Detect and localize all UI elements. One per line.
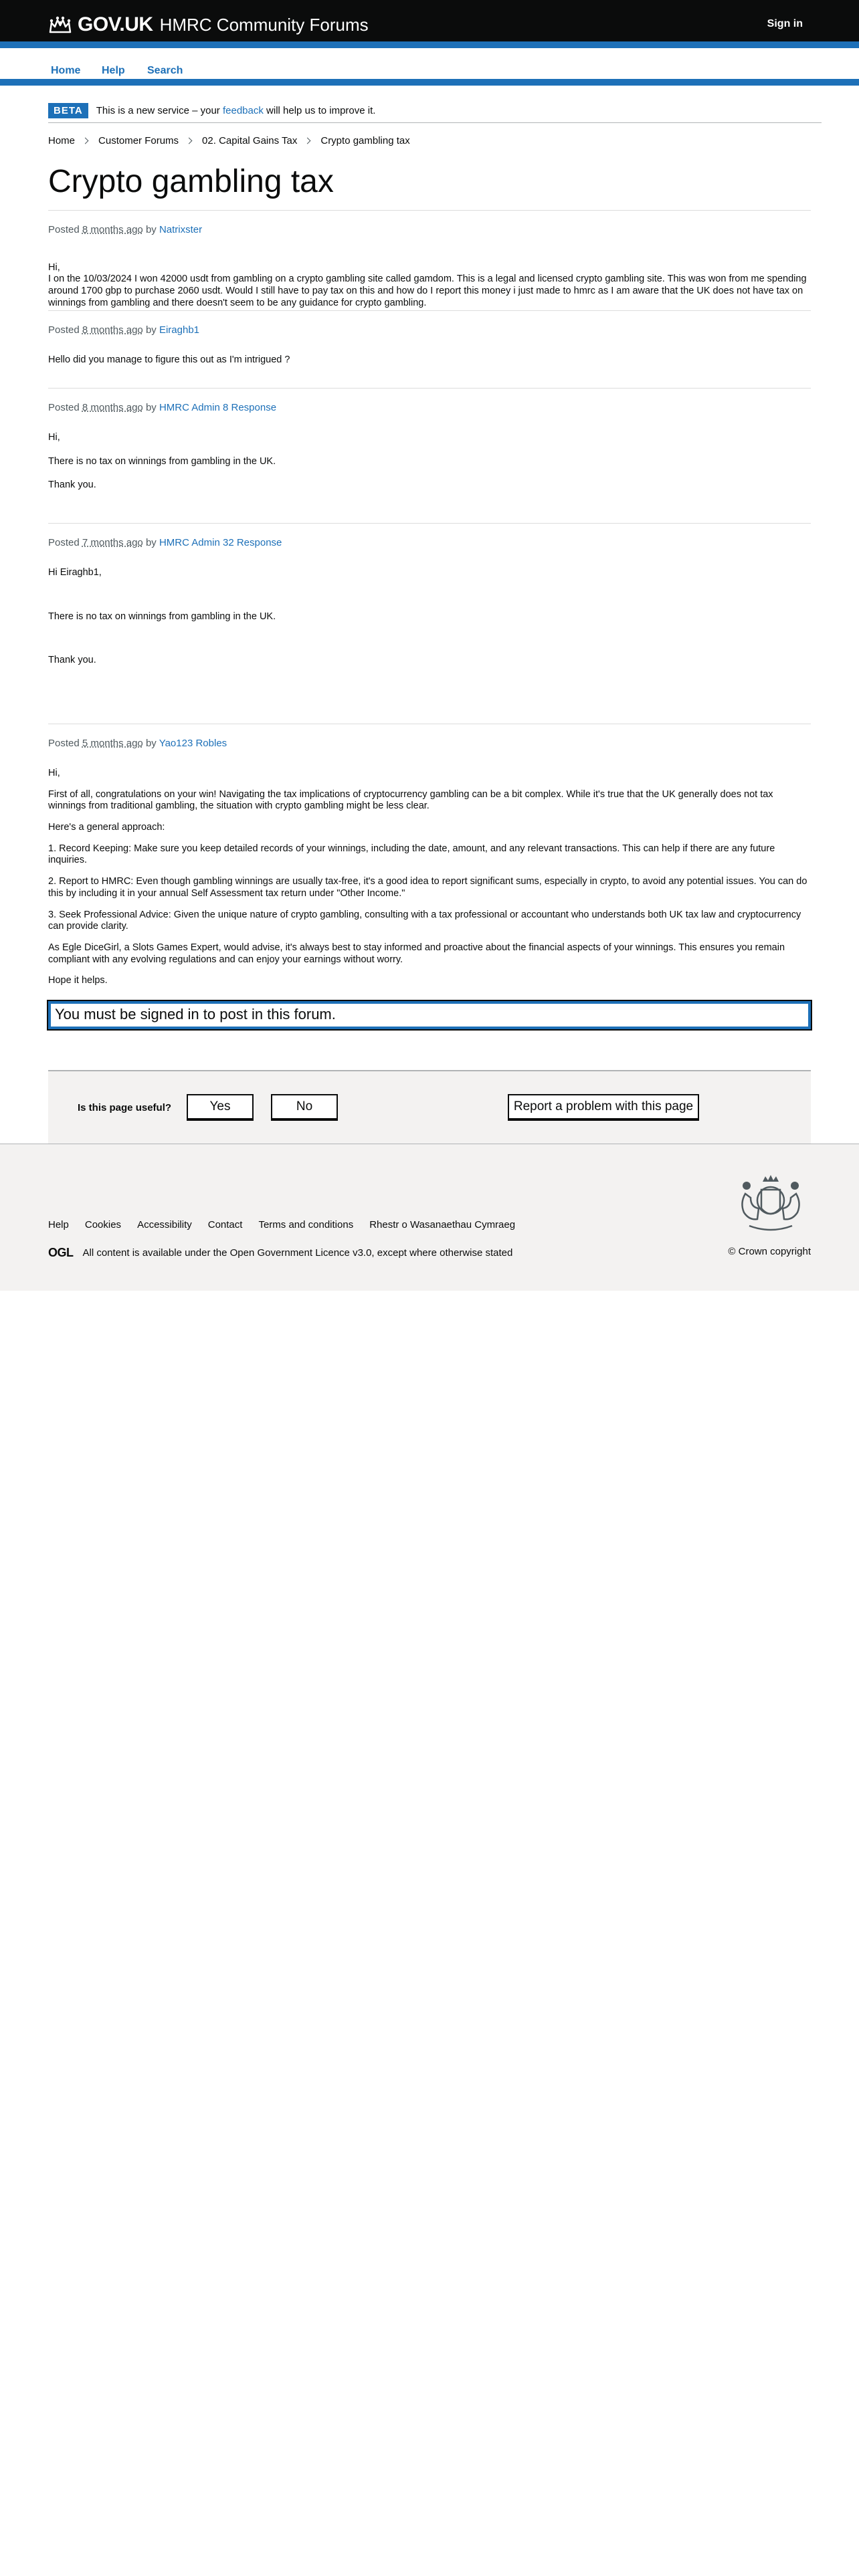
post-paragraph: Here's a general approach: [48, 822, 165, 833]
service-name[interactable]: HMRC Community Forums [159, 14, 369, 35]
footer-link-help[interactable]: Help [48, 1219, 69, 1230]
footer-link-contact[interactable]: Contact [207, 1219, 243, 1230]
footer-links [48, 1219, 531, 1230]
crown-icon [48, 15, 72, 35]
post-paragraph: As Egle DiceGirl, a Slots Games Expert, would advise, it's always best to stay informed and proactive about the financial aspects of your winnings. This ensures you remain compliant with any evolving regulations and can enjoy your earnings without worry. [48, 942, 785, 965]
by-label: by [145, 537, 157, 548]
govuk-logo-text: GOV.UK [78, 13, 153, 35]
forum-post [48, 523, 811, 676]
breadcrumb-capital-gains-tax[interactable]: 02. Capital Gains Tax [202, 135, 298, 146]
post-paragraph: There is no tax on winnings from gambling in the UK. [48, 455, 276, 467]
posted-label: Posted [48, 537, 80, 548]
post-paragraph: Hi Eiraghb1, [48, 567, 102, 578]
signin-required-notice: You must be signed in to post in this forum. [48, 1001, 811, 1029]
post-time: 5 months ago [82, 738, 143, 749]
report-problem-button[interactable]: Report a problem with this page [508, 1094, 699, 1119]
post-paragraph: Thank you. [48, 479, 96, 491]
post-body [48, 768, 811, 987]
post-meta [48, 537, 811, 548]
post-author-link[interactable]: HMRC Admin 32 Response [159, 537, 282, 548]
breadcrumb-customer-forums[interactable]: Customer Forums [98, 135, 179, 146]
post-time: 8 months ago [82, 224, 143, 235]
by-label: by [145, 738, 157, 749]
sign-in-link[interactable]: Sign in [767, 18, 803, 29]
post-meta [48, 324, 811, 336]
royal-coat-of-arms-icon [731, 1170, 811, 1237]
post-meta [48, 224, 811, 235]
phase-banner [48, 99, 822, 123]
posted-label: Posted [48, 224, 80, 235]
page-feedback [48, 1070, 811, 1144]
post-author-link[interactable]: Natrixster [159, 224, 203, 235]
by-label: by [145, 224, 157, 235]
posted-label: Posted [48, 402, 80, 413]
posted-label: Posted [48, 738, 80, 749]
post-paragraph: First of all, congratulations on your win! Navigating the tax implications of cryptocurrency gambling can be a bit complex. While it's true that the UK generally does not tax winnings from traditional gambling, the situation with crypto gambling might be less clear. [48, 788, 773, 812]
nav-home[interactable]: Home [51, 65, 81, 76]
chevron-right-icon [186, 138, 193, 144]
post-paragraph: Hi, [48, 432, 60, 443]
post-time: 8 months ago [82, 402, 143, 413]
post-meta [48, 738, 811, 749]
post-paragraph: There is no tax on winnings from gambling in the UK. [48, 611, 276, 622]
nav-help[interactable]: Help [102, 65, 125, 76]
footer-link-welsh[interactable]: Rhestr o Wasanaethau Cymraeg [369, 1219, 516, 1230]
feedback-no-button[interactable]: No [271, 1094, 338, 1119]
by-label: by [145, 402, 157, 413]
page-title: Crypto gambling tax [48, 164, 334, 199]
beta-text-before: This is a new service – your [96, 105, 220, 116]
post-paragraph: 3. Seek Professional Advice: Given the unique nature of crypto gambling, consulting with a tax professional or accountant who understands both UK tax law and cryptocurrency can provide clarity. [48, 909, 801, 932]
forum-post [48, 724, 811, 996]
post-author-link[interactable]: Yao123 Robles [159, 738, 227, 749]
post-paragraph: Thank you. [48, 655, 96, 666]
nav-search[interactable]: Search [147, 65, 183, 76]
post-time: 8 months ago [82, 324, 143, 336]
post-body [48, 432, 811, 492]
breadcrumb-home[interactable]: Home [48, 135, 76, 146]
chevron-right-icon [82, 138, 89, 144]
post-paragraph: 2. Report to HMRC: Even though gambling winnings are usually tax-free, it's a good idea to report significant sums, especially in crypto, to avoid any potential issues. You can do this by including it in your annual Self Assessment tax return under "Other Income." [48, 876, 807, 899]
post-meta [48, 402, 811, 413]
post-author-link[interactable]: Eiraghb1 [159, 324, 200, 336]
by-label: by [145, 324, 157, 336]
post-time: 7 months ago [82, 537, 143, 548]
post-paragraph: Hi, I on the 10/03/2024 I won 42000 usdt from gambling on a crypto gambling site called gamdom. This is a legal and licensed crypto gambling site. This was won from me spending around 1700 gbp to purchase 2060 usdt. Would I still have to pay tax on this and how do I report this money i just made to hmrc as I am aware that the UK does not have tax on winnings from gambling and there doesn't seem to be any guidance for crypto gambling. [48, 261, 807, 308]
govuk-brand[interactable] [48, 13, 369, 36]
service-navigation [0, 55, 859, 86]
post-paragraph: 1. Record Keeping: Make sure you keep detailed records of your winnings, including the date, amount, and any relevant transactions. This can help if there are any future inquiries. [48, 843, 775, 866]
footer-link-terms[interactable]: Terms and conditions [258, 1219, 354, 1230]
chevron-right-icon [304, 138, 311, 144]
forum-post [48, 310, 811, 376]
breadcrumb-current: Crypto gambling tax [320, 135, 410, 146]
post-paragraph: Hello did you manage to figure this out as I'm intrigued ? [48, 354, 290, 365]
feedback-question: Is this page useful? [78, 1102, 172, 1113]
post-author-link[interactable]: HMRC Admin 8 Response [159, 402, 277, 413]
post-paragraph: Hope it helps. [48, 975, 108, 986]
feedback-yes-button[interactable]: Yes [187, 1094, 254, 1119]
footer-link-cookies[interactable]: Cookies [84, 1219, 122, 1230]
post-paragraph: Hi, [48, 768, 60, 778]
beta-text [96, 105, 376, 116]
footer-link-accessibility[interactable]: Accessibility [137, 1219, 192, 1230]
posted-label: Posted [48, 324, 80, 336]
post-body [48, 567, 811, 667]
beta-tag: BETA [48, 103, 88, 118]
crown-copyright-link[interactable]: © Crown copyright [728, 1246, 811, 1257]
site-footer [0, 1144, 859, 1291]
breadcrumb [48, 135, 410, 146]
post-body [48, 354, 811, 366]
licence [48, 1246, 512, 1260]
licence-text: All content is available under the Open Government Licence v3.0, except where otherwise stated [82, 1247, 513, 1259]
beta-text-after: will help us to improve it. [266, 105, 376, 116]
site-header [0, 0, 859, 48]
feedback-link[interactable]: feedback [222, 105, 264, 116]
forum-post [48, 388, 811, 501]
ogl-logo: OGL [48, 1246, 74, 1259]
